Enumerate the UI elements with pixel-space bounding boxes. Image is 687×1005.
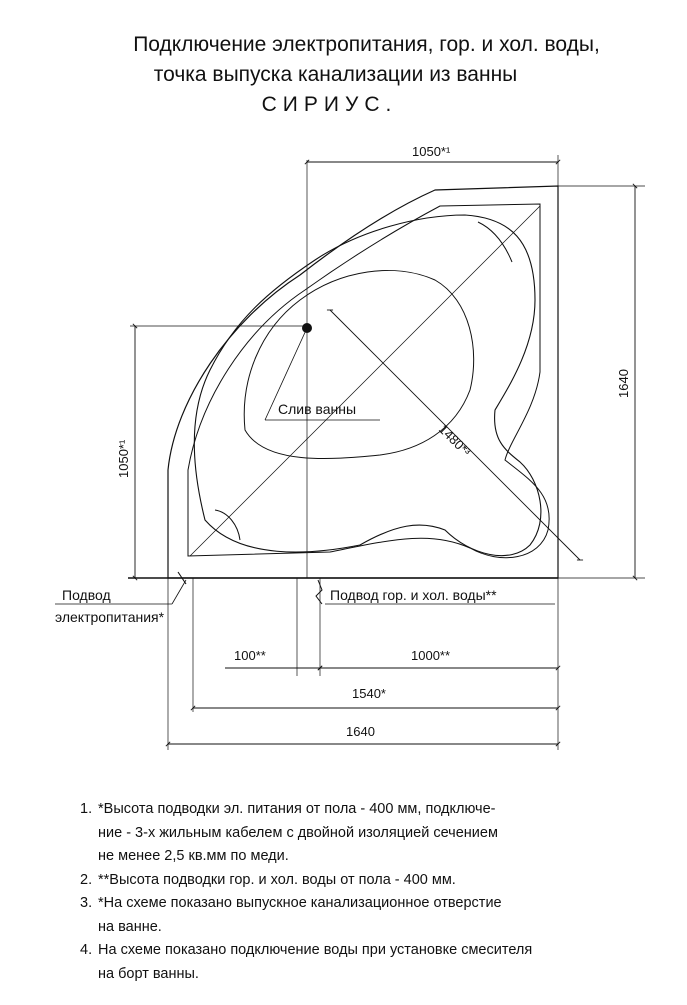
water-supply-symbol <box>316 580 322 604</box>
title-model-name: СИРИУС. <box>261 93 398 116</box>
dim-100-label: 100** <box>234 648 266 663</box>
dim-1000-label: 1000** <box>411 648 451 663</box>
title-line-2: точка выпуска канализации из ванны <box>153 63 518 86</box>
note-text: не менее 2,5 кв.мм по меди. <box>98 848 289 864</box>
left-dimension-label: 1050*¹ <box>116 439 131 478</box>
note-number: 3. <box>80 895 93 911</box>
centerline-diagonal <box>190 206 540 556</box>
note-item <box>80 892 680 939</box>
note-number: 2. <box>80 871 93 888</box>
drain-label: Слив ванны <box>278 401 357 417</box>
note-number: 4. <box>80 942 93 958</box>
dim-1540-label: 1540* <box>352 686 386 701</box>
note-item <box>80 939 680 986</box>
corner-arc-left <box>215 510 240 540</box>
power-supply-label-1: Подвод <box>62 587 111 603</box>
basin-outline <box>194 215 541 556</box>
notes-list <box>80 798 680 986</box>
note-text: *На схеме показано выпускное канализационное отверстие <box>98 895 502 911</box>
power-supply-leader <box>172 580 186 604</box>
dim-1640-label: 1640 <box>346 724 375 739</box>
note-item <box>80 798 680 869</box>
note-text: на ванне. <box>98 918 162 935</box>
note-text: На схеме показано подключение воды при установке смесителя <box>98 942 533 958</box>
note-item <box>80 869 680 893</box>
power-supply-label-2: электропитания* <box>55 609 165 625</box>
tub-rim-inner <box>188 204 549 558</box>
note-text: ние - 3-х жильным кабелем с двойной изоляцией сечением <box>98 824 498 841</box>
right-dimension-label: 1640 <box>616 369 631 398</box>
note-number: 1. <box>80 801 93 817</box>
top-dimension-label: 1050*¹ <box>412 144 451 159</box>
note-text: *Высота подводки эл. питания от пола - 400 мм, подключе- <box>98 801 496 817</box>
note-text: на борт ванны. <box>98 965 199 982</box>
water-supply-label: Подвод гор. и хол. воды** <box>330 587 497 603</box>
title-line-1: Подключение электропитания, гор. и хол. воды, <box>133 33 600 56</box>
note-text: **Высота подводки гор. и хол. воды от пола - 400 мм. <box>98 871 456 888</box>
diagonal-dimension-label: 1480*³ <box>435 421 474 460</box>
